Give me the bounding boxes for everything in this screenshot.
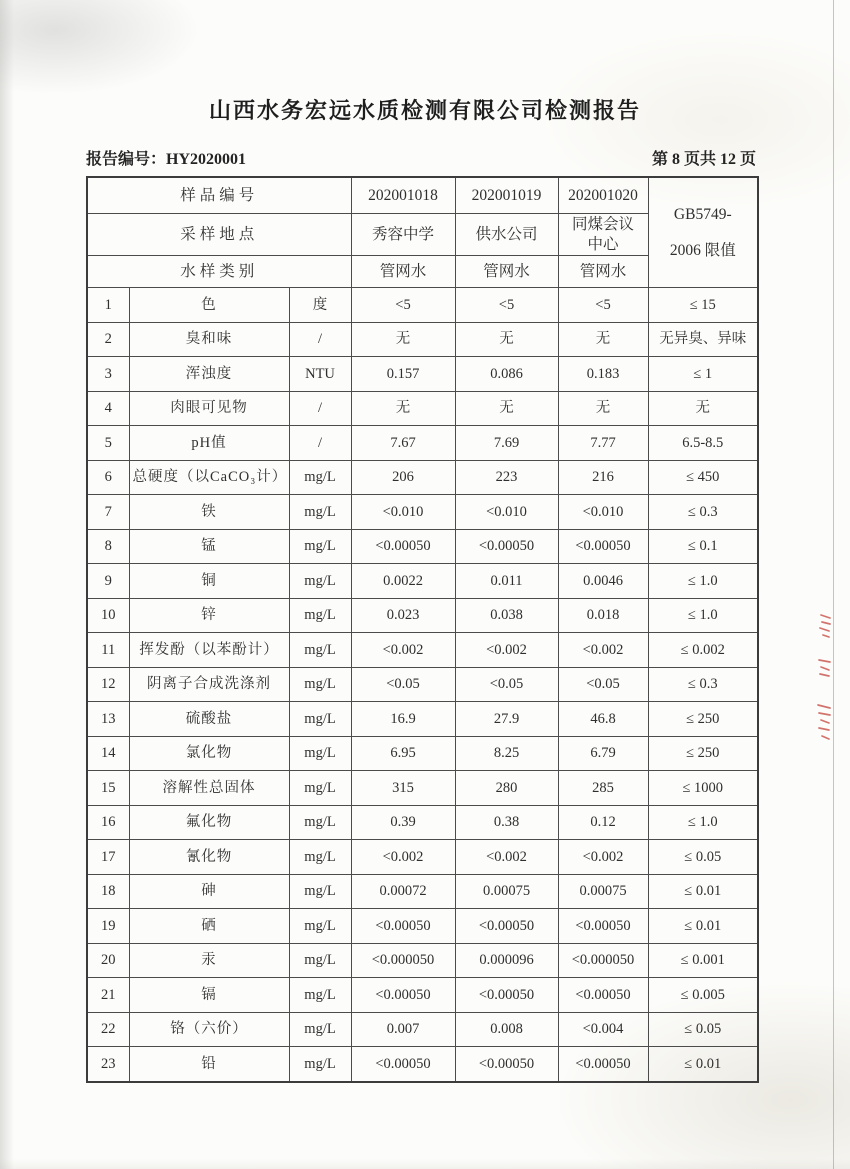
- sample2-value-cell: <0.05: [455, 667, 558, 702]
- sample2-value-cell: 0.38: [455, 805, 558, 840]
- sample2-value-cell: <5: [455, 288, 558, 323]
- sample2-value-cell: 无: [455, 322, 558, 357]
- sample1-value-cell: 0.157: [351, 357, 455, 392]
- table-row: [87, 1047, 758, 1082]
- limit-value-cell: ≤ 1.0: [648, 564, 758, 599]
- sample3-value-cell: <0.00050: [558, 1047, 648, 1082]
- sample2-value-cell: <0.010: [455, 495, 558, 530]
- sample2-value-cell: <0.002: [455, 633, 558, 668]
- sample2-location: 供水公司: [455, 214, 558, 256]
- table-row: [87, 357, 758, 392]
- table-row: [87, 667, 758, 702]
- row-number-cell: 9: [87, 564, 129, 599]
- row-number-cell: 17: [87, 840, 129, 875]
- limit-value-cell: ≤ 0.3: [648, 667, 758, 702]
- unit-cell: /: [289, 322, 351, 357]
- sample2-value-cell: <0.002: [455, 840, 558, 875]
- sample2-value-cell: 0.00075: [455, 874, 558, 909]
- unit-cell: mg/L: [289, 1047, 351, 1082]
- sample2-value-cell: 27.9: [455, 702, 558, 737]
- table-row: [87, 805, 758, 840]
- unit-cell: mg/L: [289, 667, 351, 702]
- sample1-value-cell: 206: [351, 460, 455, 495]
- sample3-value-cell: 7.77: [558, 426, 648, 461]
- sample3-id: 202001020: [558, 177, 648, 214]
- sample1-value-cell: 0.39: [351, 805, 455, 840]
- parameter-name-cell: 阴离子合成洗涤剂: [129, 667, 289, 702]
- row-number-cell: 16: [87, 805, 129, 840]
- limit-value-cell: ≤ 0.01: [648, 874, 758, 909]
- unit-cell: mg/L: [289, 633, 351, 668]
- sample3-value-cell: <0.000050: [558, 943, 648, 978]
- red-seal-fragment: [812, 610, 838, 746]
- parameter-name-cell: 锌: [129, 598, 289, 633]
- sample3-value-cell: 0.12: [558, 805, 648, 840]
- sample3-value-cell: 0.018: [558, 598, 648, 633]
- row-number-cell: 22: [87, 1012, 129, 1047]
- unit-cell: mg/L: [289, 805, 351, 840]
- limit-value-cell: ≤ 1: [648, 357, 758, 392]
- limit-value-cell: ≤ 0.05: [648, 1012, 758, 1047]
- sample1-value-cell: <0.00050: [351, 909, 455, 944]
- limit-value-cell: 无异臭、异味: [648, 322, 758, 357]
- row-number-cell: 19: [87, 909, 129, 944]
- table-row: [87, 771, 758, 806]
- sample1-value-cell: <0.002: [351, 633, 455, 668]
- sample2-value-cell: 无: [455, 391, 558, 426]
- sample3-value-cell: 0.0046: [558, 564, 648, 599]
- table-row: [87, 426, 758, 461]
- limit-value-cell: ≤ 0.01: [648, 909, 758, 944]
- parameter-name-cell: 汞: [129, 943, 289, 978]
- sample3-value-cell: 0.00075: [558, 874, 648, 909]
- results-tbody: [87, 288, 758, 1082]
- row-number-cell: 8: [87, 529, 129, 564]
- sample3-value-cell: <0.05: [558, 667, 648, 702]
- parameter-name-cell: 色: [129, 288, 289, 323]
- limit-column-header: [648, 177, 758, 288]
- sample1-value-cell: <5: [351, 288, 455, 323]
- page-indicator: 第 8 页共 12 页: [651, 151, 756, 168]
- sample2-value-cell: <0.00050: [455, 909, 558, 944]
- sample3-value-cell: 无: [558, 391, 648, 426]
- header-row-sample-id: [87, 177, 758, 214]
- table-row: [87, 702, 758, 737]
- parameter-name-cell: 硫酸盐: [129, 702, 289, 737]
- sample1-value-cell: 7.67: [351, 426, 455, 461]
- limit-value-cell: ≤ 1000: [648, 771, 758, 806]
- parameter-name-cell: 砷: [129, 874, 289, 909]
- limit-value-cell: ≤ 0.005: [648, 978, 758, 1013]
- parameter-name-cell: 锰: [129, 529, 289, 564]
- sample1-value-cell: 0.00072: [351, 874, 455, 909]
- unit-cell: mg/L: [289, 771, 351, 806]
- sample1-value-cell: <0.00050: [351, 529, 455, 564]
- sample2-id: 202001019: [455, 177, 558, 214]
- limit-value-cell: ≤ 0.01: [648, 1047, 758, 1082]
- sample1-id: 202001018: [351, 177, 455, 214]
- unit-cell: mg/L: [289, 460, 351, 495]
- seal-strokes: [818, 615, 830, 739]
- sample3-value-cell: <0.00050: [558, 978, 648, 1013]
- table-row: [87, 564, 758, 599]
- parameter-name-cell: 肉眼可见物: [129, 391, 289, 426]
- sample1-value-cell: 6.95: [351, 736, 455, 771]
- sample2-type: 管网水: [455, 256, 558, 288]
- sample1-value-cell: <0.00050: [351, 978, 455, 1013]
- sample2-value-cell: <0.00050: [455, 978, 558, 1013]
- sample3-value-cell: <0.002: [558, 840, 648, 875]
- parameter-name-cell: 铅: [129, 1047, 289, 1082]
- row-number-cell: 3: [87, 357, 129, 392]
- sample1-value-cell: 315: [351, 771, 455, 806]
- sample1-value-cell: <0.002: [351, 840, 455, 875]
- row-number-cell: 12: [87, 667, 129, 702]
- parameter-name-cell: 总硬度（以CaCO₃计）: [129, 460, 289, 495]
- limit-value-cell: ≤ 0.1: [648, 529, 758, 564]
- sample1-value-cell: 0.0022: [351, 564, 455, 599]
- parameter-name-cell: 铬（六价）: [129, 1012, 289, 1047]
- limit-value-cell: ≤ 250: [648, 736, 758, 771]
- row-number-cell: 13: [87, 702, 129, 737]
- parameter-name-cell: 氟化物: [129, 805, 289, 840]
- limit-value-cell: ≤ 450: [648, 460, 758, 495]
- row-number-cell: 5: [87, 426, 129, 461]
- row-number-cell: 20: [87, 943, 129, 978]
- sample3-value-cell: <0.00050: [558, 909, 648, 944]
- parameter-name-cell: 挥发酚（以苯酚计）: [129, 633, 289, 668]
- parameter-name-cell: 铁: [129, 495, 289, 530]
- table-row: [87, 874, 758, 909]
- parameter-name-cell: pH值: [129, 426, 289, 461]
- limit-value-cell: 6.5-8.5: [648, 426, 758, 461]
- report-meta-row: [86, 146, 756, 169]
- table-row: [87, 1012, 758, 1047]
- unit-cell: mg/L: [289, 1012, 351, 1047]
- parameter-name-cell: 铜: [129, 564, 289, 599]
- row-number-cell: 18: [87, 874, 129, 909]
- sample2-value-cell: 8.25: [455, 736, 558, 771]
- unit-cell: mg/L: [289, 495, 351, 530]
- parameter-name-cell: 臭和味: [129, 322, 289, 357]
- sample1-value-cell: 16.9: [351, 702, 455, 737]
- report-number-value: HY2020001: [166, 151, 247, 168]
- limit-value-cell: ≤ 0.002: [648, 633, 758, 668]
- sample1-value-cell: 0.007: [351, 1012, 455, 1047]
- location-label: 采样地点: [87, 214, 351, 256]
- row-number-cell: 1: [87, 288, 129, 323]
- sample-type-label: 水样类别: [87, 256, 351, 288]
- results-table: [86, 176, 759, 1083]
- sample1-location: 秀容中学: [351, 214, 455, 256]
- sample2-value-cell: <0.00050: [455, 1047, 558, 1082]
- limit-value-cell: ≤ 15: [648, 288, 758, 323]
- limit-value-cell: ≤ 0.3: [648, 495, 758, 530]
- row-number-cell: 21: [87, 978, 129, 1013]
- sample3-value-cell: 46.8: [558, 702, 648, 737]
- sample-id-label: 样品编号: [87, 177, 351, 214]
- sample1-value-cell: 0.023: [351, 598, 455, 633]
- unit-cell: 度: [289, 288, 351, 323]
- sample2-value-cell: 0.086: [455, 357, 558, 392]
- sample2-value-cell: 280: [455, 771, 558, 806]
- sample3-value-cell: <0.010: [558, 495, 648, 530]
- limit-value-cell: ≤ 0.001: [648, 943, 758, 978]
- table-row: [87, 943, 758, 978]
- sample3-value-cell: <0.002: [558, 633, 648, 668]
- row-number-cell: 10: [87, 598, 129, 633]
- table-row: [87, 460, 758, 495]
- limit-value-cell: ≤ 0.05: [648, 840, 758, 875]
- report-number: [86, 146, 246, 169]
- sample2-value-cell: 223: [455, 460, 558, 495]
- limit-value-cell: ≤ 250: [648, 702, 758, 737]
- table-row: [87, 322, 758, 357]
- unit-cell: mg/L: [289, 909, 351, 944]
- row-number-cell: 14: [87, 736, 129, 771]
- table-row: [87, 840, 758, 875]
- limit-value-cell: 无: [648, 391, 758, 426]
- sample3-value-cell: <5: [558, 288, 648, 323]
- limit-header-line2: 2006 限值: [669, 241, 736, 259]
- limit-value-cell: ≤ 1.0: [648, 598, 758, 633]
- table-row: [87, 909, 758, 944]
- table-row: [87, 495, 758, 530]
- sample3-value-cell: 216: [558, 460, 648, 495]
- scan-page-edge-line: [833, 0, 834, 1169]
- unit-cell: mg/L: [289, 598, 351, 633]
- sample2-value-cell: 0.000096: [455, 943, 558, 978]
- sample2-value-cell: 0.008: [455, 1012, 558, 1047]
- table-row: [87, 529, 758, 564]
- table-row: [87, 978, 758, 1013]
- unit-cell: mg/L: [289, 564, 351, 599]
- table-row: [87, 633, 758, 668]
- sample3-location: 同煤会议中心: [558, 214, 648, 256]
- sample2-value-cell: <0.00050: [455, 529, 558, 564]
- row-number-cell: 2: [87, 322, 129, 357]
- row-number-cell: 7: [87, 495, 129, 530]
- parameter-name-cell: 镉: [129, 978, 289, 1013]
- sample3-value-cell: <0.004: [558, 1012, 648, 1047]
- unit-cell: mg/L: [289, 943, 351, 978]
- table-row: [87, 598, 758, 633]
- sample1-value-cell: <0.010: [351, 495, 455, 530]
- sample2-value-cell: 7.69: [455, 426, 558, 461]
- sample1-value-cell: 无: [351, 322, 455, 357]
- sample3-value-cell: 6.79: [558, 736, 648, 771]
- row-number-cell: 4: [87, 391, 129, 426]
- sample3-value-cell: <0.00050: [558, 529, 648, 564]
- parameter-name-cell: 浑浊度: [129, 357, 289, 392]
- table-row: [87, 391, 758, 426]
- sample3-value-cell: 285: [558, 771, 648, 806]
- sample1-value-cell: <0.000050: [351, 943, 455, 978]
- unit-cell: mg/L: [289, 978, 351, 1013]
- parameter-name-cell: 氯化物: [129, 736, 289, 771]
- sample3-value-cell: 无: [558, 322, 648, 357]
- unit-cell: mg/L: [289, 840, 351, 875]
- sample1-type: 管网水: [351, 256, 455, 288]
- sample1-value-cell: <0.05: [351, 667, 455, 702]
- unit-cell: mg/L: [289, 874, 351, 909]
- sample3-value-cell: 0.183: [558, 357, 648, 392]
- unit-cell: /: [289, 426, 351, 461]
- sample2-value-cell: 0.038: [455, 598, 558, 633]
- sample1-value-cell: <0.00050: [351, 1047, 455, 1082]
- sample1-value-cell: 无: [351, 391, 455, 426]
- unit-cell: NTU: [289, 357, 351, 392]
- page-title: 山西水务宏远水质检测有限公司检测报告: [208, 98, 641, 123]
- row-number-cell: 11: [87, 633, 129, 668]
- sample2-value-cell: 0.011: [455, 564, 558, 599]
- row-number-cell: 6: [87, 460, 129, 495]
- row-number-cell: 23: [87, 1047, 129, 1082]
- unit-cell: mg/L: [289, 702, 351, 737]
- unit-cell: /: [289, 391, 351, 426]
- report-number-label: 报告编号：: [86, 151, 167, 168]
- limit-header-line1: GB5749-: [673, 206, 732, 224]
- table-row: [87, 736, 758, 771]
- row-number-cell: 15: [87, 771, 129, 806]
- parameter-name-cell: 溶解性总固体: [129, 771, 289, 806]
- unit-cell: mg/L: [289, 736, 351, 771]
- parameter-name-cell: 氰化物: [129, 840, 289, 875]
- sample3-type: 管网水: [558, 256, 648, 288]
- limit-value-cell: ≤ 1.0: [648, 805, 758, 840]
- unit-cell: mg/L: [289, 529, 351, 564]
- parameter-name-cell: 硒: [129, 909, 289, 944]
- table-row: [87, 288, 758, 323]
